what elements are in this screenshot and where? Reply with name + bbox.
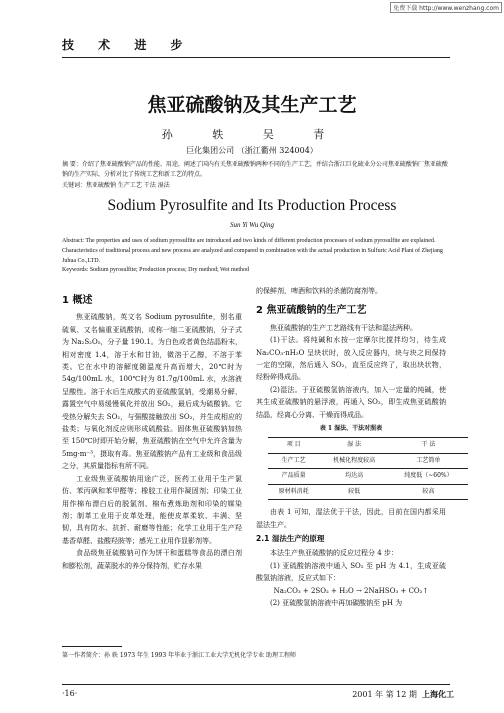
paragraph: 焦亚硫酸钠的生产工艺路线有干法和湿法两种。	[270, 323, 417, 332]
journal-name: 上海化工	[422, 690, 454, 699]
table-cell: 产品质量	[268, 469, 319, 484]
table-cell: 机械化程度较高	[319, 453, 389, 468]
equation: Na₂CO₃ + 2SO₂ + H₂O → 2NaHSO₃ + CO₂↑	[273, 586, 429, 595]
column-heading: 技 术 进 步	[62, 38, 193, 52]
comparison-table	[268, 437, 468, 500]
table-header-cell: 湿 法	[319, 438, 389, 453]
authors: 孙 轶 吴 青	[161, 128, 343, 141]
table-row	[268, 484, 468, 499]
table-header-cell: 项 目	[268, 438, 319, 453]
header-rule	[62, 57, 450, 58]
table-cell: 纯度低（~60%）	[389, 469, 468, 484]
paragraph: 焦亚硫酸钠，英文名 Sodium pyrosulfite，别名重硫氧、又名偏重亚硫酸钠，或称一缩二亚硫酸钠，分子式为 Na₂S₂O₅，分子量 190.1。为白色或者黄色结晶粉末，相对密度 1.4，溶于水和甘油，微溶于乙醇，不溶于苯类。它在水中的溶解度随温度升高而增大，20℃时为 54g/100mL 水，100℃时为 81.7g/100mL 水，水溶液呈酸性。溶于水后生成酸式的亚硫酸氢钠，受潮易分解，露置空气中易缓慢氧化并放出 SO₂，最后成为硫酸钠。它受热分解失去 SO₂，与强酸接触放出 SO₂，并生成相应的盐类；与氧化剂反应则形成硫酸盐。固体焦亚硫酸钠加热至 150℃时即开始分解，焦亚硫酸钠在空气中允许含量为 5mg·m⁻³，摄取有毒。焦亚硫酸钠产品有工业级和食品级之分，其质量指标有所不同。	[62, 313, 242, 471]
journal-info	[352, 689, 454, 700]
table-cell: 较低	[319, 484, 389, 499]
paragraph-continuation: 的保鲜剂，啤酒和饮料的杀菌防腐剂等。	[256, 287, 382, 295]
footnote: 第一作者简介：孙 轶 1973 年生 1993 年毕业于浙江工业大学无机化学专业 助理工程师	[62, 652, 296, 659]
affiliation: 巨化集团公司 （浙江衢州 324004）	[186, 146, 318, 155]
table-cell: 均达高	[319, 469, 389, 484]
left-column	[62, 295, 242, 572]
journal-issue: 2001 年 第 12 期	[352, 690, 417, 699]
table-row	[268, 469, 468, 484]
table-caption: 表 1 湿法、干法对照表	[319, 425, 383, 433]
keywords-cn: 关键词：焦亚硫酸钠 生产工艺 干法 湿法	[62, 182, 170, 189]
paragraph: 食品级焦亚硫酸钠可作为饼干和蛋糕等食品的漂白剂和膨松剂，蔬菜脱水的养分保持剂，贮存水果	[62, 549, 242, 570]
paragraph: 本法生产焦亚硫酸钠的反应过程分 4 步：	[270, 549, 398, 558]
paragraph: (1)干法。将纯碱和水按一定摩尔比搅拌均匀，待生成 Na₂CO₃·nH₂O 呈块状时，放入反应器内，块与块之间保持一定的空隙，然后通入 SO₂，直至反应终了，取出块状物，经粉碎得成品。	[256, 336, 446, 382]
footer-rule	[62, 684, 450, 685]
footnote-rule	[62, 646, 122, 647]
abstract-cn: 摘 要：介绍了焦亚硫酸钠产品的性能、用途，阐述了国内有关焦亚硫酸钠两种不同的生产工艺，并结合浙江巨化硫业分公司焦亚硫酸钠厂焦亚硫酸钠的生产实际，分析对比了传统工艺和新工艺的特点。	[62, 161, 448, 178]
paragraph: (1) 亚硫酸钠溶液中通入 SO₂ 至 pH 为 4.1，生成亚硫酸氢钠溶液，反应式如下：	[256, 561, 446, 583]
table-cell: 较高	[389, 484, 468, 499]
table-header-cell: 干 法	[389, 438, 468, 453]
watermark-badge: 免费下载 http://www.wenzhang.com	[390, 2, 502, 13]
paragraph: 由表 1 可知，湿法优于干法，因此，目前在国内都采用湿法生产。	[256, 508, 446, 529]
abstract-en: Abstract: The properties and uses of sodium pyrosulfite are introduced and two kinds of different production processes of sodium pyrosulfite are explained. Characteristics of traditional process and new process are analyzed and compared in combination with the actual production in Sulfuric Acid Plant of Zhejiang Juhua Co.,LTD.	[62, 238, 443, 264]
table-cell: 生产工艺	[268, 453, 319, 468]
page-title: 焦亚硫酸钠及其生产工艺	[147, 94, 357, 116]
subsection-heading: 2.1 湿法生产的原理	[256, 533, 325, 543]
keywords-en: Keywords: Sodium pyrosulfite; Production process; Dry method; Wet method	[62, 267, 250, 273]
paragraph: (2) 亚硫酸氢钠溶液中再加碳酸钠至 pH 为	[270, 598, 403, 607]
title-en: Sodium Pyrosulfite and Its Production Process	[107, 197, 397, 214]
authors-en: Sun Yi Wu Qing	[229, 221, 274, 229]
section-heading-overview: 1 概述	[62, 295, 93, 306]
section-heading-process: 2 焦亚硫酸钠的生产工艺	[256, 305, 367, 317]
paragraph: 工业级焦亚硫酸钠用途广泛，医药工业用于生产氯仿、苯丙砜和苯甲醛等；橡胶工业用作凝固剂；印染工业用作棉布漂白后的脱氯剂、棉布煮炼助剂和印染的媒染剂；制革工业用于皮革处理，能使皮革柔软、丰满、坚韧，具有防水、抗折、耐磨等性能；化学工业用于生产羟基香草醛、盐酸羟胺等；感光工业用作显影剂等。	[62, 474, 242, 545]
table-row	[268, 453, 468, 468]
table-cell: 工艺简单	[389, 453, 468, 468]
paragraph: (2)湿法。于亚硫酸氢钠溶液内，加入一定量的纯碱，使其生成亚硫酸钠的悬浮液，再通入 SO₂，即生成焦亚硫酸钠结晶，经离心分离、干燥而得成品。	[256, 385, 446, 419]
table-cell: 原材料消耗	[268, 484, 319, 499]
right-column	[256, 285, 453, 609]
page-number: ·16·	[62, 689, 78, 698]
